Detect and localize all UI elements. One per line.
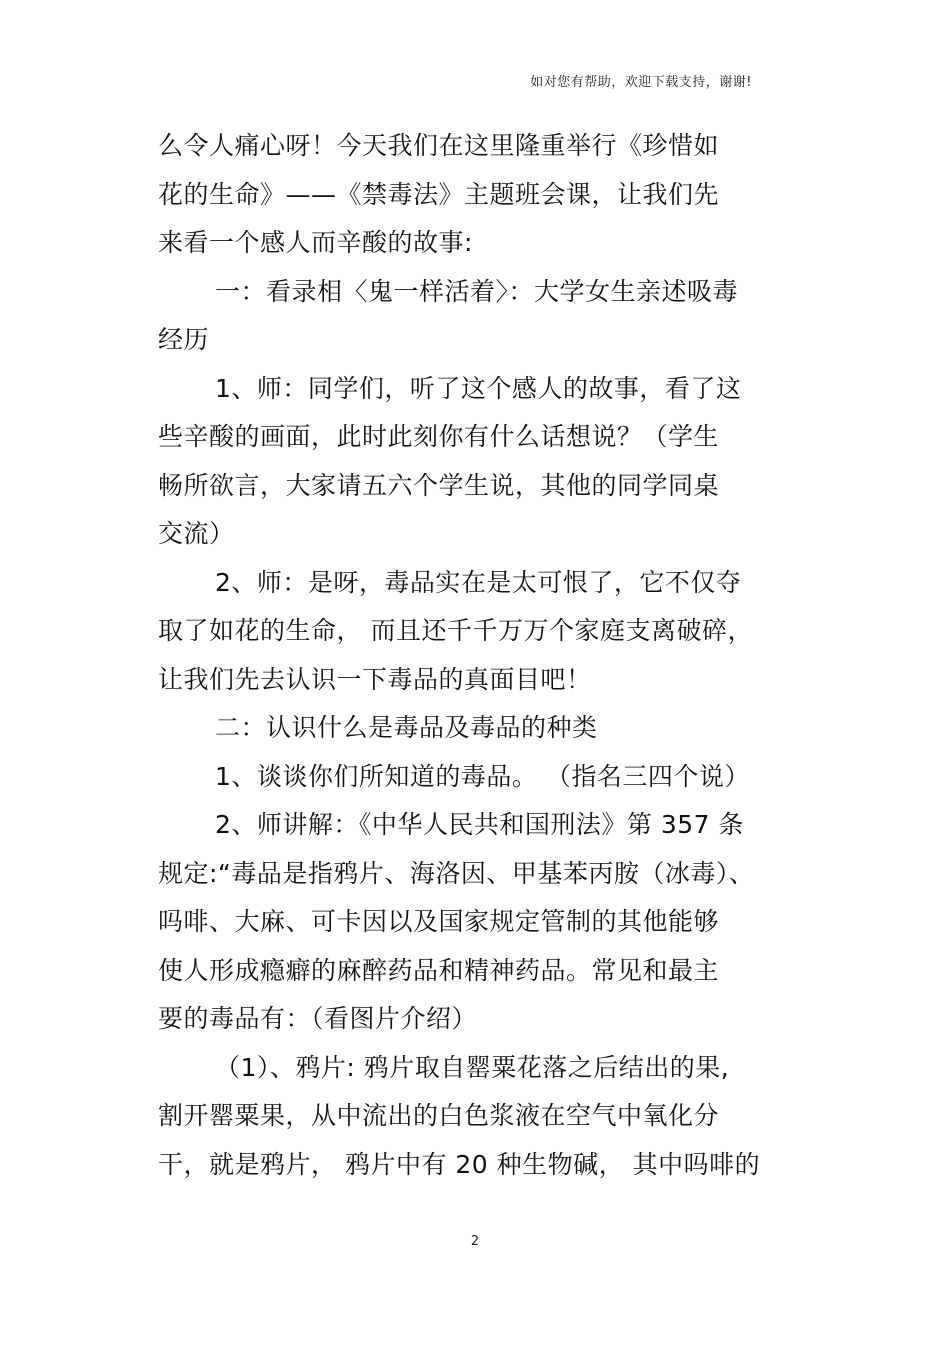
text-line: 1、师：同学们，听了这个感人的故事，看了这 — [215, 373, 742, 403]
text-line: 一：看录相〈鬼一样活着〉：大学女生亲述吸毒 — [215, 276, 739, 306]
text-line: 2、师讲解：《中华人民共和国刑法》第 357 条 — [215, 810, 745, 839]
text-line: 规定:“毒品是指鸦片、海洛因、甲基苯丙胺（冰毒）、 — [158, 858, 755, 888]
text-line: 取了如花的生命， 而且还千千万万个家庭支离破碎， — [158, 616, 753, 645]
text-line: 割开罂粟果，从中流出的白色浆液在空气中氧化分 — [158, 1101, 720, 1130]
text-line: 使人形成瘾癖的麻醉药品和精神药品。常见和最主 — [158, 955, 720, 985]
document-body — [158, 122, 798, 1189]
text-line: 么令人痛心呀！今天我们在这里隆重举行《珍惜如 — [158, 131, 720, 160]
text-line: 二：认识什么是毒品及毒品的种类 — [215, 713, 598, 742]
text-line: 花的生命》——《禁毒法》主题班会课，让我们先 — [158, 179, 720, 209]
text-line: 1、谈谈你们所知道的毒品。 （指名三四个说） — [215, 761, 750, 791]
text-line: 让我们先去认识一下毒品的真面目吧！ — [158, 664, 592, 694]
page-number: 2 — [470, 1234, 480, 1249]
text-line: （1）、鸦片: 鸦片取自罂粟花落之后结出的果, — [215, 1052, 730, 1082]
text-line: 要的毒品有：（看图片介绍） — [158, 1004, 478, 1033]
text-line: 2、师：是呀，毒品实在是太可恨了，它不仅夺 — [215, 567, 742, 597]
text-line: 交流） — [158, 519, 235, 548]
text-line: 干，就是鸦片， 鸦片中有 20 种生物碱， 其中吗啡的 — [158, 1149, 761, 1179]
text-line: 经历 — [158, 325, 210, 354]
text-line: 来看一个感人而辛酸的故事: — [158, 228, 473, 257]
text-line: 畅所欲言，大家请五六个学生说，其他的同学同桌 — [158, 470, 720, 500]
header-note: 如对您有帮助，欢迎下载支持，谢谢! — [530, 75, 752, 90]
text-line: 吗啡、大麻、可卡因以及国家规定管制的其他能够 — [158, 907, 720, 936]
text-line: 些辛酸的画面，此时此刻你有什么话想说？（学生 — [158, 422, 720, 451]
